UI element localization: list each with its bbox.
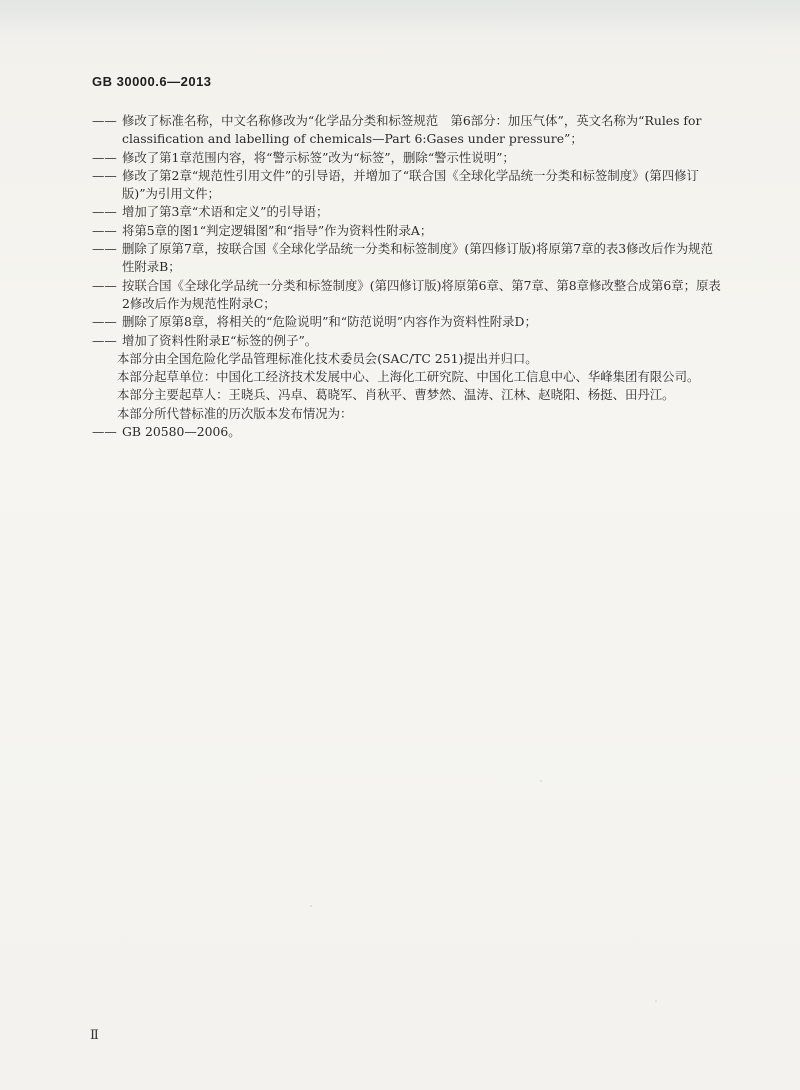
replaced-versions-paragraph: 本部分所代替标准的历次版本发布情况为： [117,405,353,421]
dash-marker: —— [92,222,117,238]
change-item [92,222,722,240]
change-item [92,240,722,277]
dash-marker: —— [92,204,117,220]
document-body [92,112,722,441]
dash-marker: —— [92,314,117,330]
dash-marker: —— [92,241,117,257]
change-item [92,149,722,167]
change-item-text: 修改了第1章范围内容，将“警示标签”改为“标签”，删除“警示性说明”； [122,149,515,165]
change-item-text: 将第5章的图1“判定逻辑图”和“指导”作为资料性附录A； [122,222,433,238]
dash-marker: —— [92,424,117,440]
change-item [92,313,722,331]
drafting-units-paragraph: 本部分起草单位：中国化工经济技术发展中心、上海化工研究院、中国化工信息中心、华峰集团有限公司。 [117,369,700,385]
replaced-version-item [92,423,722,441]
standard-number-header: GB 30000.6—2013 [92,74,212,89]
change-item-text: 按联合国《全球化学品统一分类和标签制度》(第四修订版)将原第6章、第7章、第8章修改整合成第6章；原表2修改后作为规范性附录C； [122,277,721,311]
change-item-text: 修改了标准名称，中文名称修改为“化学品分类和标签规范 第6部分：加压气体”，英文名称为“Rules for classification and labelling of chemicals—Part 6:Gases under pressure”； [122,113,702,147]
drafters-paragraph: 本部分主要起草人：王晓兵、冯卓、葛晓军、肖秋平、曹梦然、温涛、江林、赵晓阳、杨挺、田丹江。 [117,387,675,403]
dash-marker: —— [92,113,117,128]
change-item-text: 增加了第3章“术语和定义”的引导语； [122,204,329,220]
scan-speck [540,780,542,782]
scan-speck [655,1000,657,1002]
change-item-text: 修改了第2章“规范性引用文件”的引导语，并增加了“联合国《全球化学品统一分类和标签制度》(第四修订版)”为引用文件； [122,167,699,202]
dash-marker: —— [92,277,117,293]
scan-shadow [0,0,800,60]
scan-speck [310,905,312,907]
proposed-by-paragraph: 本部分由全国危险化学品管理标准化技术委员会(SAC/TC 251)提出并归口。 [117,350,538,366]
change-item [92,203,722,221]
replaced-version-text: GB 20580—2006。 [122,424,241,440]
change-item-text: 删除了原第8章，将相关的“危险说明”和“防范说明”内容作为资料性附录D； [122,314,537,330]
dash-marker: —— [92,332,117,348]
dash-marker: —— [92,149,117,165]
change-item [92,277,722,314]
dash-marker: —— [92,167,117,183]
change-item-text: 增加了资料性附录E“标签的例子”。 [122,332,318,348]
change-item-text: 删除了原第7章，按联合国《全球化学品统一分类和标签制度》(第四修订版)将原第7章的表3修改后作为规范性附录B； [122,241,713,275]
change-item [92,167,722,204]
change-item [92,332,722,350]
change-item [92,112,722,149]
page-number: Ⅱ [90,1028,99,1043]
